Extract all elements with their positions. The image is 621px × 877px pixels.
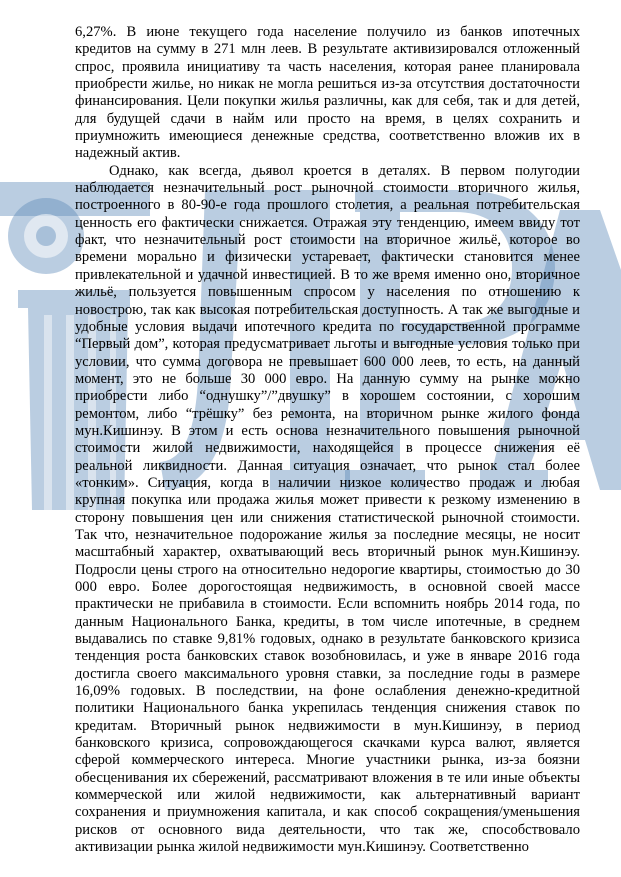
paragraph: 6,27%. В июне текущего года население получило из банков ипотечных кредитов на сумму в 271 млн леев. В результате активизировался отложенный спрос, проявила инициативу та часть населения, которая ранее планировала приобрести жилье, но никак не могла решиться из-за отсутствия достаточности финансирования. Цели покупки жилья различны, как для себя, так и для детей, для будущей сдачи в найм или просто на время, в целях сохранить и приумножить имеющиеся денежные средства, соответственно вложив их в надежный актив. — [75, 24, 580, 162]
paragraph: Однако, как всегда, дьявол кроется в деталях. В первом полугодии наблюдается незначительный рост рыночной стоимости вторичного жилья, построенного в 80-90-е года прошлого столетия, а реальная потребительская ценность его фактически снижается. Отражая эту тенденцию, имеем ввиду тот факт, что незначительный рост стоимости на вторичное жильё, которое во времени морально и физически устаревает, фактически становится менее привлекательной и удачной инвестицией. В то же время именно оно, вторичное жильё, пользуется повышенным спросом у населения по отношению к новострою, так как высокая потребительская доступность. А так же выгодные и удобные условия выдачи ипотечного кредита по государственной программе “Первый дом”, которая предусматривает льготы и выгодные условия только при условии, что сумма договора не превышает 600 000 леев, то есть, на данный момент, это не больше 30 000 евро. На данную сумму на рынке можно приобрести либо “однушку”/”двушку” в хорошем состоянии, с хорошим ремонтом, либо “трёшку” без ремонта, на вторичном рынке жилого фонда мун.Кишинэу. В этом и есть основа незначительного повышения рыночной стоимости жилой недвижимости, находящейся в процессе снижения её реальной ликвидности. Данная ситуация означает, что рынок стал более «тонким». Ситуация, когда в наличии низкое количество продаж и любая крупная покупка или продажа жилья может привести к резкому изменению в сторону повышения цен или снижения статистической рыночной стоимости. Так что, незначительное подорожание жилья за последние месяцы, не носит масштабный характер, охватывающий весь вторичный рынок мун.Кишинэу. Подросли цены строго на относительно недорогие квартиры, стоимостью до 30 000 евро. Более дорогостоящая недвижимость, в основной своей массе практически не прибавила в стоимости. Если вспомнить ноябрь 2014 года, по данным Национального Банка, кредиты, в том числе ипотечные, в среднем выдавались по ставке 9,81% годовых, однако в результате банковского кризиса тенденция роста банковских ставок возобновилась, и уже в январе 2016 года достигла своего максимального уровня ставки, за последние годы в размере 16,09% годовых. В последствии, на фоне ослабления денежно-кредитной политики Национального банка укрепилась тенденция снижения ставок по кредитам. Вторичный рынок недвижимости в мун.Кишинэу, в период банковского кризиса, сопровождающегося скачками курса валют, является сферой коммерческого интереса. Многие участники рынка, из-за боязни обесценивания их сбережений, рассматривают вложения в те или иные объекты коммерческой или жилой недвижимости, как альтернативный вариант сохранения и приумножения капитала, и как способ сокращения/уменьшения рисков от основного вида деятельности, что так же, способствовало активизации рынка жилой недвижимости мун.Кишинэу. Соответственно — [75, 162, 580, 856]
document-body — [75, 24, 580, 857]
